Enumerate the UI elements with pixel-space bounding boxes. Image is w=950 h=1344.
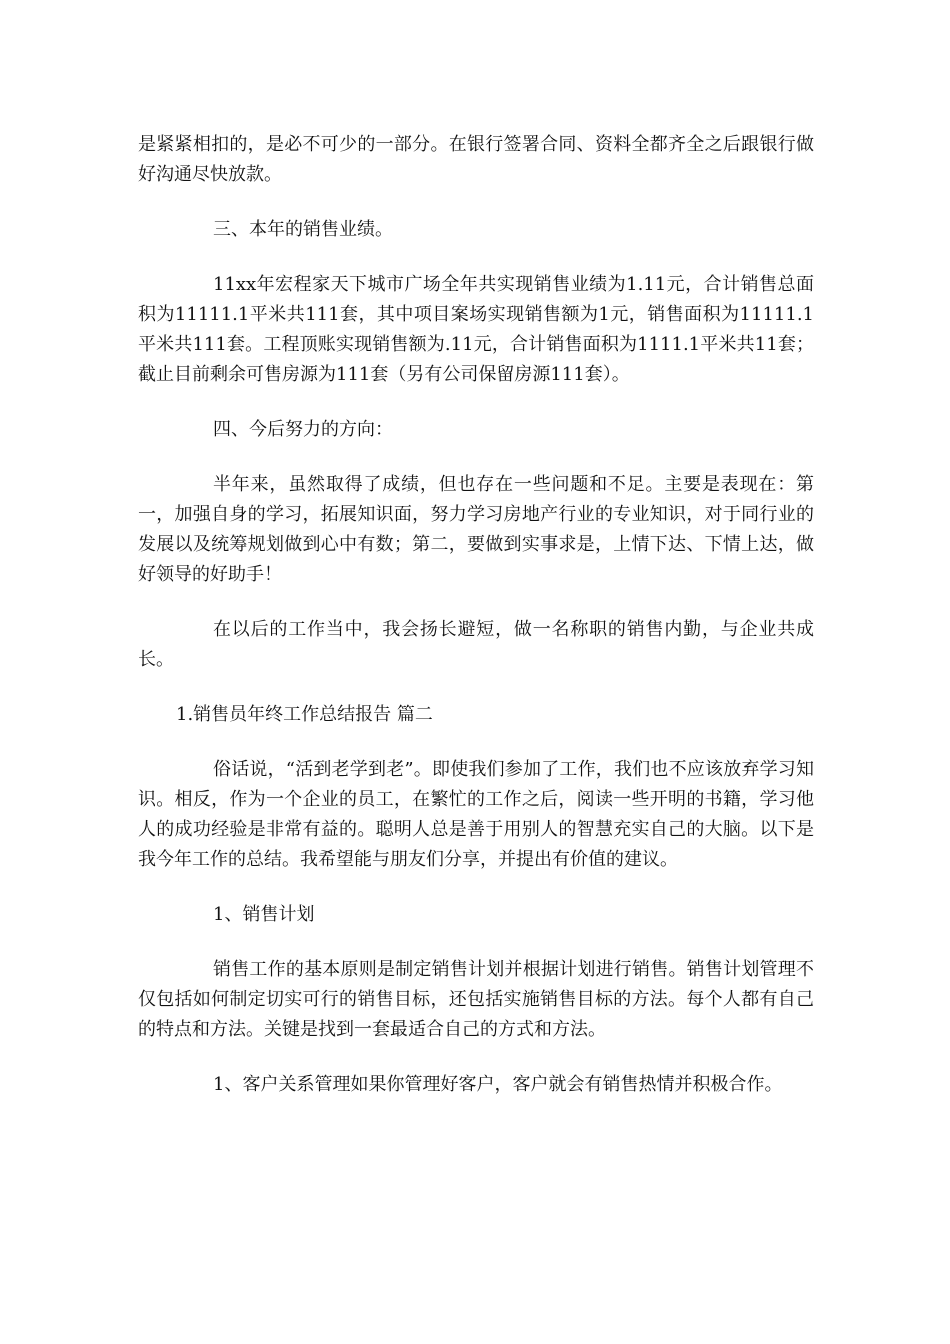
paragraph-sales-plan: 销售工作的基本原则是制定销售计划并根据计划进行销售。销售计划管理不仅包括如何制定切实可行的销售目标，还包括实施销售目标的方法。每个人都有自己的特点和方法。关键是找到一套最适合自己的方式和方法。: [138, 959, 814, 1040]
paragraph-learning: 俗话说，“活到老学到老”。即使我们参加了工作，我们也不应该放弃学习知识。相反，作为一个企业的员工，在繁忙的工作之后，阅读一些开明的书籍，学习他人的成功经验是非常有益的。聪明人总是善于用别人的智慧充实自己的大脑。以下是我今年工作的总结。我希望能与朋友们分享，并提出有价值的建议。: [138, 759, 814, 870]
paragraph-sales-results: 11xx年宏程家天下城市广场全年共实现销售业绩为1.11元，合计销售总面积为11111.1平米共111套，其中项目案场实现销售额为1元，销售面积为11111.1平米共111套。工程顶账实现销售额为.11元，合计销售面积为1111.1平米共11套；截止目前剩余可售房源为111套（另有公司保留房源111套）。: [138, 274, 814, 385]
paragraph-bank-loan: 是紧紧相扣的，是必不可少的一部分。在银行签署合同、资料全都齐全之后跟银行做好沟通尽快放款。: [138, 134, 814, 185]
section-heading-annual-sales: 三、本年的销售业绩。: [213, 219, 393, 240]
report-title-part-two: 1.销售员年终工作总结报告 篇二: [176, 704, 433, 725]
paragraph-conclusion: 在以后的工作当中，我会扬长避短，做一名称职的销售内勤，与企业共成长。: [138, 619, 814, 670]
paragraph-problems: 半年来，虽然取得了成绩，但也存在一些问题和不足。主要是表现在：第一，加强自身的学习，拓展知识面，努力学习房地产行业的专业知识，对于同行业的发展以及统筹规划做到心中有数；第二，要做到实事求是，上情下达、下情上达，做好领导的好助手！: [138, 474, 814, 585]
paragraph-customer-management: 1、客户关系管理如果你管理好客户，客户就会有销售热情并积极合作。: [213, 1074, 783, 1095]
document-body: [138, 130, 814, 1125]
section-heading-future-direction: 四、今后努力的方向：: [213, 419, 393, 440]
section-heading-sales-plan: 1、销售计划: [213, 904, 315, 925]
